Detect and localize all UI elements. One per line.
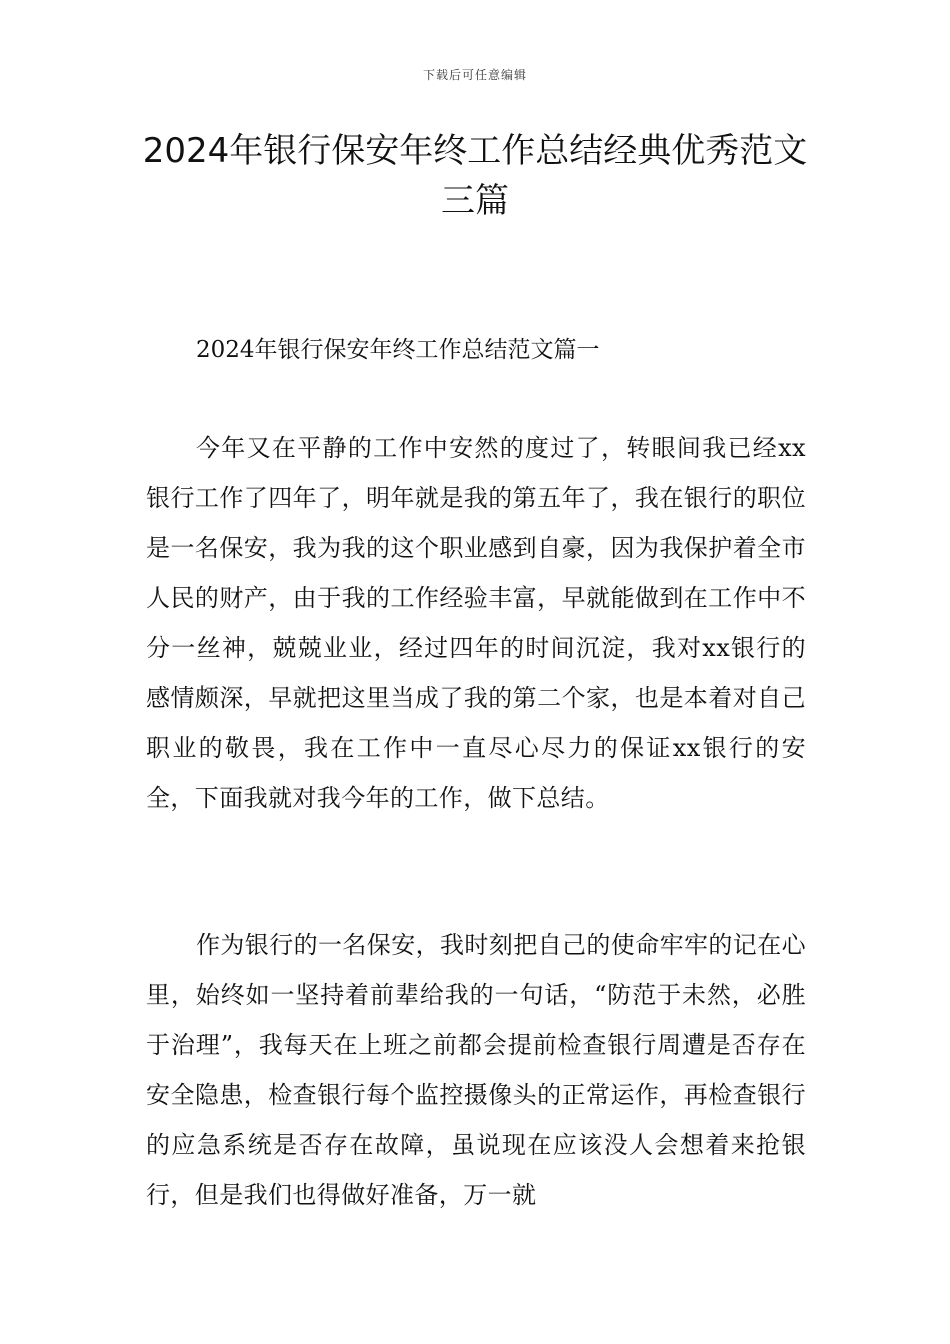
document-title: 2024年银行保安年终工作总结经典优秀范文三篇 xyxy=(142,131,808,221)
body-paragraph: 今年又在平静的工作中安然的度过了，转眼间我已经xx银行工作了四年了，明年就是我的第五年了，我在银行的职位是一名保安，我为我的这个职业感到自豪，因为我保护着全市人民的财产，由于我的工作经验丰富，早就能做到在工作中不分一丝神，兢兢业业，经过四年的时间沉淀，我对xx银行的感情颇深，早就把这里当成了我的第二个家，也是本着对自己职业的敬畏，我在工作中一直尽心尽力的保证xx银行的安全，下面我就对我今年的工作，做下总结。 xyxy=(146,434,806,812)
body-paragraph: 作为银行的一名保安，我时刻把自己的使命牢牢的记在心里，始终如一坚持着前辈给我的一句话，“防范于未然，必胜于治理”，我每天在上班之前都会提前检查银行周遭是否存在安全隐患，检查银行每个监控摄像头的正常运作，再检查银行的应急系统是否存在故障，虽说现在应该没人会想着来抢银行，但是我们也得做好准备，万一就 xyxy=(146,931,806,1209)
header-note: 下载后可任意编辑 xyxy=(422,68,527,82)
section-heading: 2024年银行保安年终工作总结范文篇一 xyxy=(196,337,600,363)
